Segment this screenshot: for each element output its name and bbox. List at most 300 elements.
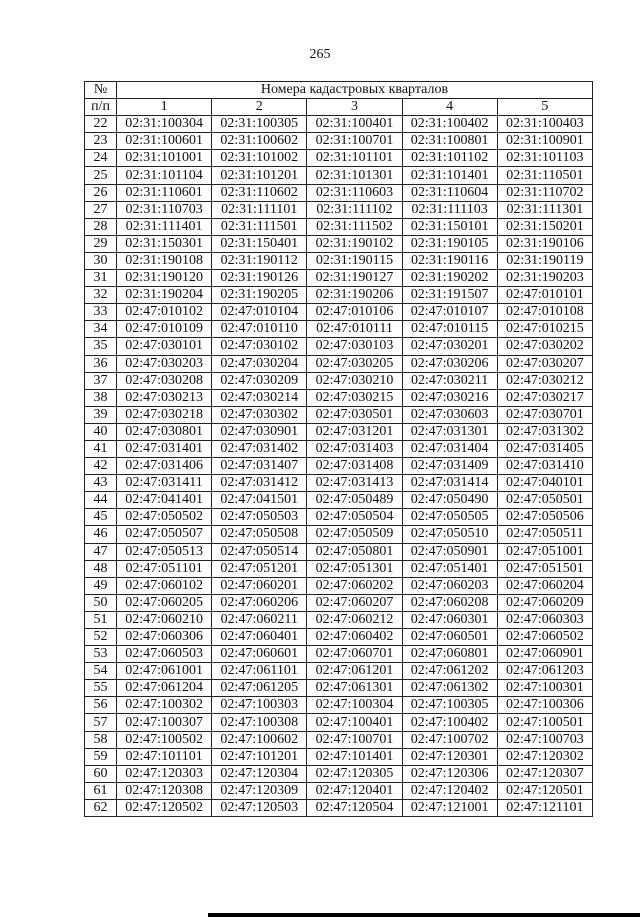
row-number: 48: [85, 560, 117, 577]
cadastral-number-cell: 02:31:190206: [307, 287, 402, 304]
column-header: 5: [497, 99, 592, 116]
table-row: [85, 133, 593, 150]
cadastral-number-cell: 02:31:150301: [117, 235, 212, 252]
cadastral-number-cell: 02:47:031301: [402, 423, 497, 440]
cadastral-number-cell: 02:47:031412: [212, 475, 307, 492]
cadastral-number-cell: 02:47:050503: [212, 509, 307, 526]
cadastral-number-cell: 02:47:041401: [117, 492, 212, 509]
cadastral-number-cell: 02:47:030202: [497, 338, 592, 355]
cadastral-number-cell: 02:47:030217: [497, 389, 592, 406]
table-row: [85, 423, 593, 440]
cadastral-number-cell: 02:47:051101: [117, 560, 212, 577]
cadastral-number-cell: 02:47:061201: [307, 663, 402, 680]
cadastral-number-cell: 02:47:050509: [307, 526, 402, 543]
scan-edge-line: [208, 913, 640, 917]
cadastral-number-cell: 02:31:150101: [402, 218, 497, 235]
cadastral-number-cell: 02:47:030213: [117, 389, 212, 406]
cadastral-number-cell: 02:47:050514: [212, 543, 307, 560]
table-row: [85, 748, 593, 765]
cadastral-number-cell: 02:47:051001: [497, 543, 592, 560]
cadastral-number-cell: 02:47:101101: [117, 748, 212, 765]
cadastral-number-cell: 02:47:100302: [117, 697, 212, 714]
cadastral-number-cell: 02:31:110702: [497, 184, 592, 201]
row-number: 59: [85, 748, 117, 765]
cadastral-number-cell: 02:31:101301: [307, 167, 402, 184]
row-number: 27: [85, 201, 117, 218]
table-row: [85, 218, 593, 235]
cadastral-number-cell: 02:31:111102: [307, 201, 402, 218]
table-row: [85, 440, 593, 457]
cadastral-number-cell: 02:47:120304: [212, 765, 307, 782]
cadastral-number-cell: 02:31:100701: [307, 133, 402, 150]
cadastral-number-cell: 02:47:060303: [497, 611, 592, 628]
cadastral-number-cell: 02:47:060402: [307, 629, 402, 646]
cadastral-number-cell: 02:47:030205: [307, 355, 402, 372]
table-row: [85, 116, 593, 133]
cadastral-number-cell: 02:47:030302: [212, 406, 307, 423]
cadastral-number-cell: 02:47:031407: [212, 458, 307, 475]
cadastral-number-cell: 02:47:031406: [117, 458, 212, 475]
cadastral-number-cell: 02:31:101102: [402, 150, 497, 167]
cadastral-number-cell: 02:47:051301: [307, 560, 402, 577]
cadastral-number-cell: 02:47:050506: [497, 509, 592, 526]
cadastral-number-cell: 02:47:030201: [402, 338, 497, 355]
cadastral-number-cell: 02:31:111103: [402, 201, 497, 218]
cadastral-number-cell: 02:31:110601: [117, 184, 212, 201]
row-number: 54: [85, 663, 117, 680]
cadastral-number-cell: 02:47:100304: [307, 697, 402, 714]
cadastral-number-cell: 02:47:030212: [497, 372, 592, 389]
cadastral-quarters-table: [84, 81, 593, 817]
cadastral-number-cell: 02:47:120306: [402, 765, 497, 782]
cadastral-number-cell: 02:47:060501: [402, 629, 497, 646]
cadastral-number-cell: 02:47:120308: [117, 782, 212, 799]
cadastral-number-cell: 02:47:100307: [117, 714, 212, 731]
cadastral-number-cell: 02:47:060306: [117, 629, 212, 646]
cadastral-number-cell: 02:47:060204: [497, 577, 592, 594]
cadastral-number-cell: 02:47:051201: [212, 560, 307, 577]
cadastral-number-cell: 02:47:060502: [497, 629, 592, 646]
column-header: 2: [212, 99, 307, 116]
row-number: 38: [85, 389, 117, 406]
cadastral-number-cell: 02:47:100602: [212, 731, 307, 748]
cadastral-number-cell: 02:47:060901: [497, 646, 592, 663]
row-number: 30: [85, 252, 117, 269]
cadastral-number-cell: 02:31:190106: [497, 235, 592, 252]
cadastral-number-cell: 02:31:100403: [497, 116, 592, 133]
cadastral-number-cell: 02:47:060210: [117, 611, 212, 628]
cadastral-number-cell: 02:47:060401: [212, 629, 307, 646]
cadastral-number-cell: 02:47:030218: [117, 406, 212, 423]
cadastral-number-cell: 02:47:120501: [497, 782, 592, 799]
cadastral-number-cell: 02:47:050511: [497, 526, 592, 543]
cadastral-number-cell: 02:47:010111: [307, 321, 402, 338]
cadastral-number-cell: 02:47:061205: [212, 680, 307, 697]
cadastral-number-cell: 02:47:061203: [497, 663, 592, 680]
table-row: [85, 235, 593, 252]
cadastral-number-cell: 02:47:100308: [212, 714, 307, 731]
cadastral-number-cell: 02:31:100304: [117, 116, 212, 133]
cadastral-number-cell: 02:31:110603: [307, 184, 402, 201]
cadastral-number-cell: 02:31:100602: [212, 133, 307, 150]
cadastral-number-cell: 02:47:120309: [212, 782, 307, 799]
cadastral-number-cell: 02:47:031413: [307, 475, 402, 492]
cadastral-number-cell: 02:47:120305: [307, 765, 402, 782]
group-title: Номера кадастровых кварталов: [117, 82, 593, 99]
cadastral-number-cell: 02:47:050901: [402, 543, 497, 560]
cadastral-number-cell: 02:47:031405: [497, 440, 592, 457]
table-row: [85, 492, 593, 509]
row-number: 39: [85, 406, 117, 423]
table-row: [85, 304, 593, 321]
row-number: 22: [85, 116, 117, 133]
table-row: [85, 406, 593, 423]
cadastral-number-cell: 02:47:100305: [402, 697, 497, 714]
row-number: 28: [85, 218, 117, 235]
cadastral-number-cell: 02:31:111502: [307, 218, 402, 235]
cadastral-number-cell: 02:31:190205: [212, 287, 307, 304]
row-number: 55: [85, 680, 117, 697]
cadastral-number-cell: 02:31:110703: [117, 201, 212, 218]
cadastral-number-cell: 02:47:061301: [307, 680, 402, 697]
row-number: 52: [85, 629, 117, 646]
cadastral-number-cell: 02:47:030102: [212, 338, 307, 355]
cadastral-number-cell: 02:47:010109: [117, 321, 212, 338]
cadastral-number-cell: 02:47:100303: [212, 697, 307, 714]
cadastral-number-cell: 02:47:050502: [117, 509, 212, 526]
cadastral-number-cell: 02:47:051501: [497, 560, 592, 577]
cadastral-number-cell: 02:31:111101: [212, 201, 307, 218]
cadastral-number-cell: 02:47:030501: [307, 406, 402, 423]
cadastral-number-cell: 02:47:060208: [402, 594, 497, 611]
cadastral-number-cell: 02:47:030901: [212, 423, 307, 440]
row-number: 50: [85, 594, 117, 611]
cadastral-number-cell: 02:47:100502: [117, 731, 212, 748]
cadastral-number-cell: 02:31:100801: [402, 133, 497, 150]
cadastral-number-cell: 02:31:190127: [307, 270, 402, 287]
row-number: 40: [85, 423, 117, 440]
cadastral-number-cell: 02:47:060212: [307, 611, 402, 628]
cadastral-number-cell: 02:31:101001: [117, 150, 212, 167]
cadastral-number-cell: 02:31:191507: [402, 287, 497, 304]
table-row: [85, 646, 593, 663]
cadastral-number-cell: 02:31:110501: [497, 167, 592, 184]
cadastral-number-cell: 02:47:120302: [497, 748, 592, 765]
cadastral-number-cell: 02:47:120301: [402, 748, 497, 765]
cadastral-number-cell: 02:31:101401: [402, 167, 497, 184]
cadastral-number-cell: 02:31:111401: [117, 218, 212, 235]
cadastral-number-cell: 02:47:030211: [402, 372, 497, 389]
row-number: 62: [85, 799, 117, 816]
num-header-top: №: [85, 82, 117, 99]
cadastral-number-cell: 02:47:010215: [497, 321, 592, 338]
row-number: 24: [85, 150, 117, 167]
cadastral-number-cell: 02:31:190105: [402, 235, 497, 252]
column-header: 3: [307, 99, 402, 116]
row-number: 49: [85, 577, 117, 594]
table-row: [85, 475, 593, 492]
row-number: 26: [85, 184, 117, 201]
table-row: [85, 611, 593, 628]
cadastral-number-cell: 02:47:060209: [497, 594, 592, 611]
table-row: [85, 167, 593, 184]
row-number: 33: [85, 304, 117, 321]
cadastral-number-cell: 02:47:010104: [212, 304, 307, 321]
cadastral-number-cell: 02:47:100306: [497, 697, 592, 714]
row-number: 36: [85, 355, 117, 372]
cadastral-number-cell: 02:31:190102: [307, 235, 402, 252]
cadastral-number-cell: 02:31:100305: [212, 116, 307, 133]
table-row: [85, 577, 593, 594]
cadastral-number-cell: 02:47:120401: [307, 782, 402, 799]
cadastral-number-cell: 02:47:031404: [402, 440, 497, 457]
cadastral-number-cell: 02:47:041501: [212, 492, 307, 509]
row-number: 25: [85, 167, 117, 184]
column-header: 4: [402, 99, 497, 116]
cadastral-number-cell: 02:47:050801: [307, 543, 402, 560]
cadastral-number-cell: 02:47:120303: [117, 765, 212, 782]
cadastral-number-cell: 02:47:060503: [117, 646, 212, 663]
num-header-bottom: п/п: [85, 99, 117, 116]
table-row: [85, 560, 593, 577]
table-row: [85, 201, 593, 218]
row-number: 42: [85, 458, 117, 475]
cadastral-number-cell: 02:47:010102: [117, 304, 212, 321]
cadastral-number-cell: 02:31:190202: [402, 270, 497, 287]
cadastral-number-cell: 02:47:060601: [212, 646, 307, 663]
cadastral-number-cell: 02:47:061202: [402, 663, 497, 680]
cadastral-number-cell: 02:47:050501: [497, 492, 592, 509]
cadastral-number-cell: 02:31:101002: [212, 150, 307, 167]
cadastral-number-cell: 02:47:030207: [497, 355, 592, 372]
cadastral-number-cell: 02:47:031414: [402, 475, 497, 492]
cadastral-number-cell: 02:47:101201: [212, 748, 307, 765]
table-row: [85, 252, 593, 269]
table-row: [85, 270, 593, 287]
cadastral-number-cell: 02:47:060203: [402, 577, 497, 594]
cadastral-number-cell: 02:47:031408: [307, 458, 402, 475]
row-number: 56: [85, 697, 117, 714]
table-body: [85, 116, 593, 817]
cadastral-number-cell: 02:47:030204: [212, 355, 307, 372]
cadastral-number-cell: 02:47:060206: [212, 594, 307, 611]
cadastral-number-cell: 02:31:190126: [212, 270, 307, 287]
cadastral-number-cell: 02:47:030216: [402, 389, 497, 406]
cadastral-number-cell: 02:47:031201: [307, 423, 402, 440]
cadastral-number-cell: 02:47:061204: [117, 680, 212, 697]
row-number: 32: [85, 287, 117, 304]
cadastral-number-cell: 02:31:190203: [497, 270, 592, 287]
cadastral-number-cell: 02:31:101101: [307, 150, 402, 167]
row-number: 23: [85, 133, 117, 150]
cadastral-number-cell: 02:31:111301: [497, 201, 592, 218]
cadastral-number-cell: 02:31:110602: [212, 184, 307, 201]
cadastral-number-cell: 02:47:100402: [402, 714, 497, 731]
cadastral-number-cell: 02:47:050505: [402, 509, 497, 526]
table-row: [85, 782, 593, 799]
cadastral-number-cell: 02:31:150401: [212, 235, 307, 252]
cadastral-number-cell: 02:47:010106: [307, 304, 402, 321]
cadastral-number-cell: 02:47:051401: [402, 560, 497, 577]
row-number: 58: [85, 731, 117, 748]
table-row: [85, 321, 593, 338]
cadastral-number-cell: 02:47:030103: [307, 338, 402, 355]
cadastral-number-cell: 02:31:150201: [497, 218, 592, 235]
cadastral-number-cell: 02:47:030209: [212, 372, 307, 389]
cadastral-number-cell: 02:47:060102: [117, 577, 212, 594]
cadastral-number-cell: 02:31:111501: [212, 218, 307, 235]
cadastral-number-cell: 02:47:100702: [402, 731, 497, 748]
table-row: [85, 372, 593, 389]
row-number: 31: [85, 270, 117, 287]
row-number: 46: [85, 526, 117, 543]
table-row: [85, 663, 593, 680]
cadastral-number-cell: 02:47:060211: [212, 611, 307, 628]
table-header: [85, 82, 593, 116]
row-number: 29: [85, 235, 117, 252]
cadastral-number-cell: 02:47:030206: [402, 355, 497, 372]
cadastral-number-cell: 02:31:100601: [117, 133, 212, 150]
cadastral-number-cell: 02:31:190119: [497, 252, 592, 269]
row-number: 44: [85, 492, 117, 509]
table-row: [85, 509, 593, 526]
cadastral-number-cell: 02:31:101201: [212, 167, 307, 184]
cadastral-number-cell: 02:47:100701: [307, 731, 402, 748]
cadastral-number-cell: 02:47:031302: [497, 423, 592, 440]
cadastral-number-cell: 02:31:100402: [402, 116, 497, 133]
row-number: 37: [85, 372, 117, 389]
cadastral-number-cell: 02:47:120503: [212, 799, 307, 816]
cadastral-number-cell: 02:47:060207: [307, 594, 402, 611]
cadastral-number-cell: 02:47:121001: [402, 799, 497, 816]
row-number: 53: [85, 646, 117, 663]
cadastral-number-cell: 02:47:031409: [402, 458, 497, 475]
cadastral-number-cell: 02:47:050489: [307, 492, 402, 509]
cadastral-number-cell: 02:47:030215: [307, 389, 402, 406]
cadastral-number-cell: 02:47:031401: [117, 440, 212, 457]
cadastral-number-cell: 02:47:060202: [307, 577, 402, 594]
cadastral-number-cell: 02:31:190108: [117, 252, 212, 269]
cadastral-number-cell: 02:47:031410: [497, 458, 592, 475]
cadastral-number-cell: 02:47:121101: [497, 799, 592, 816]
cadastral-number-cell: 02:47:060201: [212, 577, 307, 594]
cadastral-number-cell: 02:47:120402: [402, 782, 497, 799]
cadastral-number-cell: 02:47:050508: [212, 526, 307, 543]
cadastral-number-cell: 02:31:100901: [497, 133, 592, 150]
cadastral-number-cell: 02:47:050510: [402, 526, 497, 543]
cadastral-number-cell: 02:47:050490: [402, 492, 497, 509]
cadastral-number-cell: 02:47:030208: [117, 372, 212, 389]
cadastral-number-cell: 02:47:031402: [212, 440, 307, 457]
column-header: 1: [117, 99, 212, 116]
cadastral-number-cell: 02:47:060205: [117, 594, 212, 611]
row-number: 35: [85, 338, 117, 355]
table-row: [85, 594, 593, 611]
cadastral-number-cell: 02:47:010101: [497, 287, 592, 304]
table-row: [85, 526, 593, 543]
cadastral-number-cell: 02:31:101103: [497, 150, 592, 167]
row-number: 61: [85, 782, 117, 799]
table-row: [85, 150, 593, 167]
cadastral-number-cell: 02:31:100401: [307, 116, 402, 133]
cadastral-number-cell: 02:47:031411: [117, 475, 212, 492]
row-number: 34: [85, 321, 117, 338]
cadastral-number-cell: 02:47:030101: [117, 338, 212, 355]
cadastral-number-cell: 02:47:120504: [307, 799, 402, 816]
table-row: [85, 697, 593, 714]
table-row: [85, 543, 593, 560]
cadastral-number-cell: 02:47:030701: [497, 406, 592, 423]
table-row: [85, 287, 593, 304]
cadastral-number-cell: 02:47:050513: [117, 543, 212, 560]
cadastral-number-cell: 02:47:050507: [117, 526, 212, 543]
cadastral-number-cell: 02:47:010108: [497, 304, 592, 321]
cadastral-number-cell: 02:31:190115: [307, 252, 402, 269]
cadastral-number-cell: 02:47:101401: [307, 748, 402, 765]
cadastral-number-cell: 02:47:030603: [402, 406, 497, 423]
cadastral-number-cell: 02:47:050504: [307, 509, 402, 526]
cadastral-number-cell: 02:47:060301: [402, 611, 497, 628]
cadastral-number-cell: 02:47:100401: [307, 714, 402, 731]
cadastral-number-cell: 02:47:061302: [402, 680, 497, 697]
cadastral-number-cell: 02:47:100501: [497, 714, 592, 731]
table-row: [85, 338, 593, 355]
cadastral-number-cell: 02:47:010115: [402, 321, 497, 338]
table-row: [85, 731, 593, 748]
cadastral-number-cell: 02:47:120502: [117, 799, 212, 816]
cadastral-number-cell: 02:47:120307: [497, 765, 592, 782]
row-number: 57: [85, 714, 117, 731]
row-number: 47: [85, 543, 117, 560]
row-number: 41: [85, 440, 117, 457]
cadastral-number-cell: 02:47:060801: [402, 646, 497, 663]
table-row: [85, 680, 593, 697]
cadastral-number-cell: 02:47:010110: [212, 321, 307, 338]
table-row: [85, 629, 593, 646]
table-row: [85, 799, 593, 816]
page-number: 265: [309, 47, 331, 62]
row-number: 51: [85, 611, 117, 628]
cadastral-number-cell: 02:31:190116: [402, 252, 497, 269]
cadastral-number-cell: 02:47:100301: [497, 680, 592, 697]
row-number: 43: [85, 475, 117, 492]
cadastral-number-cell: 02:47:030210: [307, 372, 402, 389]
cadastral-number-cell: 02:47:040101: [497, 475, 592, 492]
cadastral-number-cell: 02:47:030203: [117, 355, 212, 372]
table-row: [85, 184, 593, 201]
cadastral-number-cell: 02:31:101104: [117, 167, 212, 184]
cadastral-number-cell: 02:47:031403: [307, 440, 402, 457]
row-number: 45: [85, 509, 117, 526]
table-row: [85, 714, 593, 731]
cadastral-number-cell: 02:31:190120: [117, 270, 212, 287]
cadastral-number-cell: 02:47:100703: [497, 731, 592, 748]
cadastral-number-cell: 02:47:010107: [402, 304, 497, 321]
cadastral-number-cell: 02:47:060701: [307, 646, 402, 663]
cadastral-number-cell: 02:47:061101: [212, 663, 307, 680]
cadastral-number-cell: 02:31:190112: [212, 252, 307, 269]
table-row: [85, 765, 593, 782]
row-number: 60: [85, 765, 117, 782]
table-row: [85, 458, 593, 475]
cadastral-number-cell: 02:47:061001: [117, 663, 212, 680]
cadastral-number-cell: 02:31:190204: [117, 287, 212, 304]
cadastral-number-cell: 02:47:030801: [117, 423, 212, 440]
cadastral-number-cell: 02:47:030214: [212, 389, 307, 406]
cadastral-number-cell: 02:31:110604: [402, 184, 497, 201]
table-row: [85, 389, 593, 406]
table-row: [85, 355, 593, 372]
